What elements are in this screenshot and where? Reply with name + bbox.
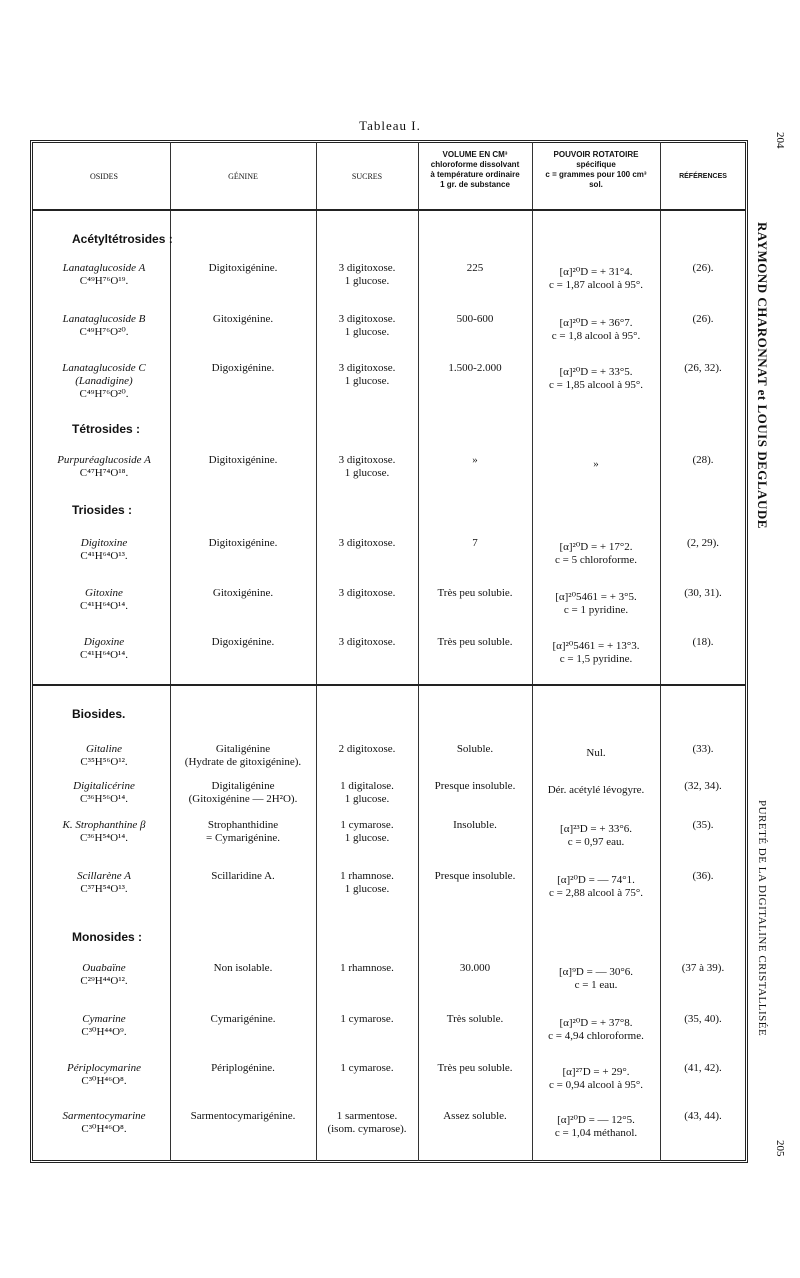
row-pouvoir-rotatoire (532, 591, 660, 617)
cell-line: Très soluble. (446, 1013, 504, 1025)
cell-line: c = 4,94 chloroforme. (548, 1030, 644, 1042)
row-genine (170, 537, 316, 550)
row-sucres (316, 870, 418, 896)
row-volume (418, 587, 532, 600)
row-reference (660, 819, 746, 832)
cell-line: C³⁶H⁵⁴O¹⁴. (80, 832, 128, 844)
cell-line: (36). (692, 870, 714, 882)
cell-line: (43, 44). (684, 1110, 722, 1122)
cell-line: 225 (466, 262, 484, 274)
cell-line: Presque insoluble. (434, 780, 516, 792)
cell-line: C³⁷H⁵⁴O¹³. (80, 883, 128, 895)
cell-line: c = 1 pyridine. (563, 604, 629, 616)
cell-line: 1 digitalose. (340, 780, 394, 792)
cell-line: K. Strophanthine β (62, 819, 146, 831)
row-reference (660, 1013, 746, 1026)
cell-line: Purpuréaglucoside A (57, 454, 151, 466)
cell-line: Très peu soluble. (437, 1062, 513, 1074)
cell-line: (26, 32). (684, 362, 722, 374)
cell-line: [α]²⁰D = + 37°8. (559, 1017, 633, 1029)
row-oside-name (38, 454, 170, 480)
cell-line: 1 glucose. (344, 326, 390, 338)
row-oside-name (38, 1110, 170, 1136)
row-sucres (316, 636, 418, 649)
cell-line: Périplogénine. (211, 1062, 275, 1074)
cell-line: Nul. (586, 747, 606, 759)
cell-line: C⁴⁹H⁷⁶O²⁰. (79, 388, 129, 400)
cell-line: (26). (692, 262, 714, 274)
cell-line: 1 glucose. (344, 793, 390, 805)
cell-line: Digitoxigénine. (208, 262, 278, 274)
row-pouvoir-rotatoire (532, 640, 660, 666)
cell-line: Ouabaïne (82, 962, 126, 974)
cell-line: [α]²⁰D = + 33°5. (559, 366, 633, 378)
row-oside-name (38, 819, 170, 845)
row-sucres (316, 1062, 418, 1075)
cell-line: c = 5 chloroforme. (555, 554, 637, 566)
row-reference (660, 537, 746, 550)
cell-line: » (472, 454, 478, 466)
cell-line: = Cymarigénine. (205, 832, 281, 844)
row-volume (418, 313, 532, 326)
cell-line: 3 digitoxose. (338, 313, 396, 325)
row-oside-name (38, 537, 170, 563)
row-sucres (316, 537, 418, 550)
cell-line: (Hydrate de gitoxigénine). (184, 756, 302, 768)
cell-line: c = 0,94 alcool à 95°. (549, 1079, 643, 1091)
row-pouvoir-rotatoire (532, 541, 660, 567)
cell-line: [α]²⁰D = — 74°1. (557, 874, 635, 886)
cell-line: C³⁵H⁵⁶O¹². (80, 756, 128, 768)
cell-line: Lanataglucoside C (62, 362, 146, 374)
header-pouvoir-rotatoire: POUVOIR ROTATOIRE spécifique c = grammes pour 100 cm³ sol. (545, 150, 647, 189)
cell-line: C³⁰H⁴⁶O⁸. (81, 1075, 127, 1087)
row-volume (418, 819, 532, 832)
row-reference (660, 262, 746, 275)
cell-line: C³⁰H⁴⁴O⁹. (81, 1026, 127, 1038)
cell-line: Digoxigénine. (211, 636, 275, 648)
cell-line: Très peu solubie. (437, 587, 513, 599)
row-sucres (316, 743, 418, 756)
row-reference (660, 962, 746, 975)
row-oside-name (38, 962, 170, 988)
cell-line: Soluble. (456, 743, 494, 755)
cell-line: (Lanadigine) (75, 375, 133, 387)
row-volume (418, 962, 532, 975)
row-volume (418, 537, 532, 550)
cell-line: c = 0,97 eau. (567, 836, 625, 848)
row-volume (418, 780, 532, 793)
cell-line: (41, 42). (684, 1062, 722, 1074)
row-oside-name (38, 313, 170, 339)
cell-line: Cymarigénine. (210, 1013, 276, 1025)
row-sucres (316, 819, 418, 845)
row-volume (418, 454, 532, 467)
cell-line: 7 (472, 537, 478, 549)
cell-line: 3 digitoxose. (338, 587, 396, 599)
row-sucres (316, 1110, 418, 1136)
row-volume (418, 870, 532, 883)
cell-line: Sarmentocymarine (62, 1110, 146, 1122)
cell-line: c = 1,5 pyridine. (559, 653, 633, 665)
cell-line: Digoxigénine. (211, 362, 275, 374)
row-volume (418, 636, 532, 649)
cell-line: 1 glucose. (344, 375, 390, 387)
cell-line: [α]²⁷D = + 29°. (562, 1066, 630, 1078)
row-oside-name (38, 362, 170, 401)
cell-line: Gitoxigénine. (212, 313, 274, 325)
cell-line: Digitoxigénine. (208, 537, 278, 549)
column-divider (660, 142, 661, 1161)
cell-line: [α]²⁰5461 = + 13°3. (552, 640, 640, 652)
row-sucres (316, 262, 418, 288)
cell-line: Digitoxine (80, 537, 128, 549)
row-pouvoir-rotatoire (532, 747, 660, 760)
row-pouvoir-rotatoire (532, 874, 660, 900)
column-divider (170, 142, 171, 1161)
row-pouvoir-rotatoire (532, 366, 660, 392)
cell-line: Sarmentocymarigénine. (190, 1110, 296, 1122)
section-label: Tétrosides : (72, 422, 141, 436)
cell-line: 2 digitoxose. (338, 743, 396, 755)
row-genine (170, 262, 316, 275)
cell-line: c = 1,87 alcool à 95°. (549, 279, 643, 291)
section-rule (33, 684, 745, 686)
row-pouvoir-rotatoire (532, 823, 660, 849)
row-oside-name (38, 587, 170, 613)
cell-line: C⁴⁷H⁷⁴O¹⁸. (79, 467, 129, 479)
cell-line: [α]²⁰D = + 36°7. (559, 317, 633, 329)
cell-line: c = 2,88 alcool à 75°. (549, 887, 643, 899)
cell-line: Périplocymarine (67, 1062, 141, 1074)
row-volume (418, 1013, 532, 1026)
row-genine (170, 819, 316, 845)
row-reference (660, 313, 746, 326)
cell-line: 3 digitoxose. (338, 636, 396, 648)
cell-line: C⁴¹H⁶⁴O¹⁴. (80, 600, 128, 612)
row-sucres (316, 780, 418, 806)
section-label: Biosides. (72, 707, 126, 721)
cell-line: Très peu soluble. (437, 636, 513, 648)
row-sucres (316, 313, 418, 339)
row-oside-name (38, 1013, 170, 1039)
cell-line: c = 1,8 alcool à 95°. (551, 330, 641, 342)
column-divider (418, 142, 419, 1161)
row-reference (660, 454, 746, 467)
cell-line: (35, 40). (684, 1013, 722, 1025)
cell-line: Digitoxigénine. (208, 454, 278, 466)
cell-line: C³⁶H⁵⁶O¹⁴. (80, 793, 128, 805)
running-head-subject: PURETÉ DE LA DIGITALINE CRISTALLISÉE (756, 800, 768, 1037)
cell-line: C³⁰H⁴⁶O⁸. (81, 1123, 127, 1135)
cell-line: 3 digitoxose. (338, 262, 396, 274)
cell-line: 500-600 (456, 313, 494, 325)
row-oside-name (38, 870, 170, 896)
cell-line: (35). (692, 819, 714, 831)
cell-line: (isom. cymarose). (327, 1123, 407, 1135)
row-sucres (316, 1013, 418, 1026)
cell-line: c = 1,85 alcool à 95°. (549, 379, 643, 391)
cell-line: C²⁹H⁴⁴O¹². (80, 975, 128, 987)
cell-line: 1 rhamnose. (340, 870, 394, 882)
cell-line: Gitoxine (85, 587, 123, 599)
header-osides: OSIDES (89, 172, 118, 181)
cell-line: 3 digitoxose. (338, 537, 396, 549)
cell-line: 3 digitoxose. (338, 362, 396, 374)
cell-line: 1.500-2.000 (448, 362, 502, 374)
row-reference (660, 870, 746, 883)
cell-line: [α]²⁰D = + 17°2. (559, 541, 633, 553)
row-oside-name (38, 743, 170, 769)
cell-line: Digoxine (83, 636, 125, 648)
cell-line: 30.000 (459, 962, 491, 974)
row-genine (170, 636, 316, 649)
cell-line: 1 glucose. (344, 467, 390, 479)
row-genine (170, 454, 316, 467)
row-reference (660, 743, 746, 756)
row-genine (170, 870, 316, 883)
cell-line: 1 sarmentose. (336, 1110, 398, 1122)
row-oside-name (38, 1062, 170, 1088)
row-oside-name (38, 780, 170, 806)
header-volume: VOLUME EN CM³ chloroforme dissolvant à température ordinaire 1 gr. de substance (430, 150, 520, 189)
cell-line: [α]²³D = + 33°6. (560, 823, 632, 835)
cell-line: [α]²⁰5461 = + 3°5. (555, 591, 637, 603)
row-reference (660, 1062, 746, 1075)
row-volume (418, 1062, 532, 1075)
header-references: RÉFÉRENCES (679, 173, 727, 180)
cell-line: 1 glucose. (344, 883, 390, 895)
cell-line: Non isolable. (213, 962, 273, 974)
cell-line: (Gitoxigénine — 2H²O). (188, 793, 298, 805)
cell-line: [α]²⁰D = + 31°4. (559, 266, 633, 278)
row-sucres (316, 962, 418, 975)
cell-line: (37 à 39). (681, 962, 725, 974)
page-number-top: 204 (774, 132, 786, 149)
row-pouvoir-rotatoire (532, 317, 660, 343)
cell-line: Lanataglucoside B (62, 313, 146, 325)
cell-line: c = 1 eau. (574, 979, 618, 991)
cell-line: (33). (692, 743, 714, 755)
cell-line: (18). (692, 636, 714, 648)
row-sucres (316, 587, 418, 600)
row-genine (170, 962, 316, 975)
row-reference (660, 636, 746, 649)
section-label: Acétyltétrosides : (72, 232, 173, 246)
cell-line: 1 cymarose. (340, 1013, 394, 1025)
cell-line: (32, 34). (684, 780, 722, 792)
section-label: Triosides : (72, 503, 133, 517)
row-genine (170, 1062, 316, 1075)
row-pouvoir-rotatoire (532, 966, 660, 992)
header-sucres: SUCRES (351, 172, 383, 181)
row-genine (170, 362, 316, 375)
cell-line: c = 1,04 méthanol. (554, 1127, 638, 1139)
page-number-bottom: 205 (774, 1140, 786, 1157)
row-pouvoir-rotatoire (532, 784, 660, 797)
cell-line: 1 glucose. (344, 832, 390, 844)
row-genine (170, 1013, 316, 1026)
cell-line: 1 cymarose. (340, 1062, 394, 1074)
cell-line: 1 cymarose. (340, 819, 394, 831)
cell-line: Digitalicérine (73, 780, 135, 792)
cell-line: 1 rhamnose. (340, 962, 394, 974)
row-reference (660, 587, 746, 600)
table-title: Tableau I. (359, 118, 421, 133)
row-oside-name (38, 262, 170, 288)
cell-line: Presque insoluble. (434, 870, 516, 882)
row-reference (660, 362, 746, 375)
row-genine (170, 780, 316, 806)
cell-line: Digitaligénine (211, 780, 275, 792)
cell-line: C⁴⁹H⁷⁶O²⁰. (79, 326, 129, 338)
cell-line: Scillaridine A. (211, 870, 275, 882)
cell-line: (2, 29). (686, 537, 720, 549)
row-sucres (316, 454, 418, 480)
header-rule (33, 209, 745, 211)
running-head-authors: RAYMOND CHARONNAT et LOUIS DEGLAUDE (755, 222, 770, 529)
row-genine (170, 587, 316, 600)
cell-line: [α]⁹D = — 30°6. (559, 966, 633, 978)
cell-line: Gitaligénine (215, 743, 271, 755)
row-genine (170, 1110, 316, 1123)
row-pouvoir-rotatoire (532, 266, 660, 292)
row-pouvoir-rotatoire (532, 1066, 660, 1092)
cell-line: (26). (692, 313, 714, 325)
row-volume (418, 362, 532, 375)
cell-line: Cymarine (82, 1013, 126, 1025)
cell-line: Gitaline (85, 743, 123, 755)
cell-line: C⁴¹H⁶⁴O¹⁴. (80, 649, 128, 661)
row-reference (660, 1110, 746, 1123)
cell-line: Dér. acétylé lévogyre. (547, 784, 645, 796)
row-oside-name (38, 636, 170, 662)
cell-line: Scillarène A (77, 870, 131, 882)
cell-line: C⁴¹H⁶⁴O¹³. (80, 550, 128, 562)
row-genine (170, 743, 316, 769)
cell-line: Lanataglucoside A (62, 262, 146, 274)
cell-line: 3 digitoxose. (338, 454, 396, 466)
row-sucres (316, 362, 418, 388)
column-divider (316, 142, 317, 1161)
row-pouvoir-rotatoire (532, 1017, 660, 1043)
cell-line: (28). (692, 454, 714, 466)
row-reference (660, 780, 746, 793)
cell-line: C⁴⁹H⁷⁶O¹⁹. (79, 275, 129, 287)
cell-line: Insoluble. (453, 819, 497, 831)
row-volume (418, 262, 532, 275)
cell-line: 1 glucose. (344, 275, 390, 287)
row-genine (170, 313, 316, 326)
cell-line: » (593, 458, 599, 470)
cell-line: (30, 31). (684, 587, 722, 599)
row-volume (418, 1110, 532, 1123)
header-genine: GÉNINE (228, 172, 258, 181)
row-pouvoir-rotatoire (532, 1114, 660, 1140)
cell-line: [α]²⁰D = — 12°5. (557, 1114, 635, 1126)
section-label: Monosides : (72, 930, 143, 944)
row-volume (418, 743, 532, 756)
row-pouvoir-rotatoire (532, 458, 660, 471)
cell-line: Strophanthidine (207, 819, 279, 831)
cell-line: Gitoxigénine. (212, 587, 274, 599)
cell-line: Assez soluble. (443, 1110, 507, 1122)
